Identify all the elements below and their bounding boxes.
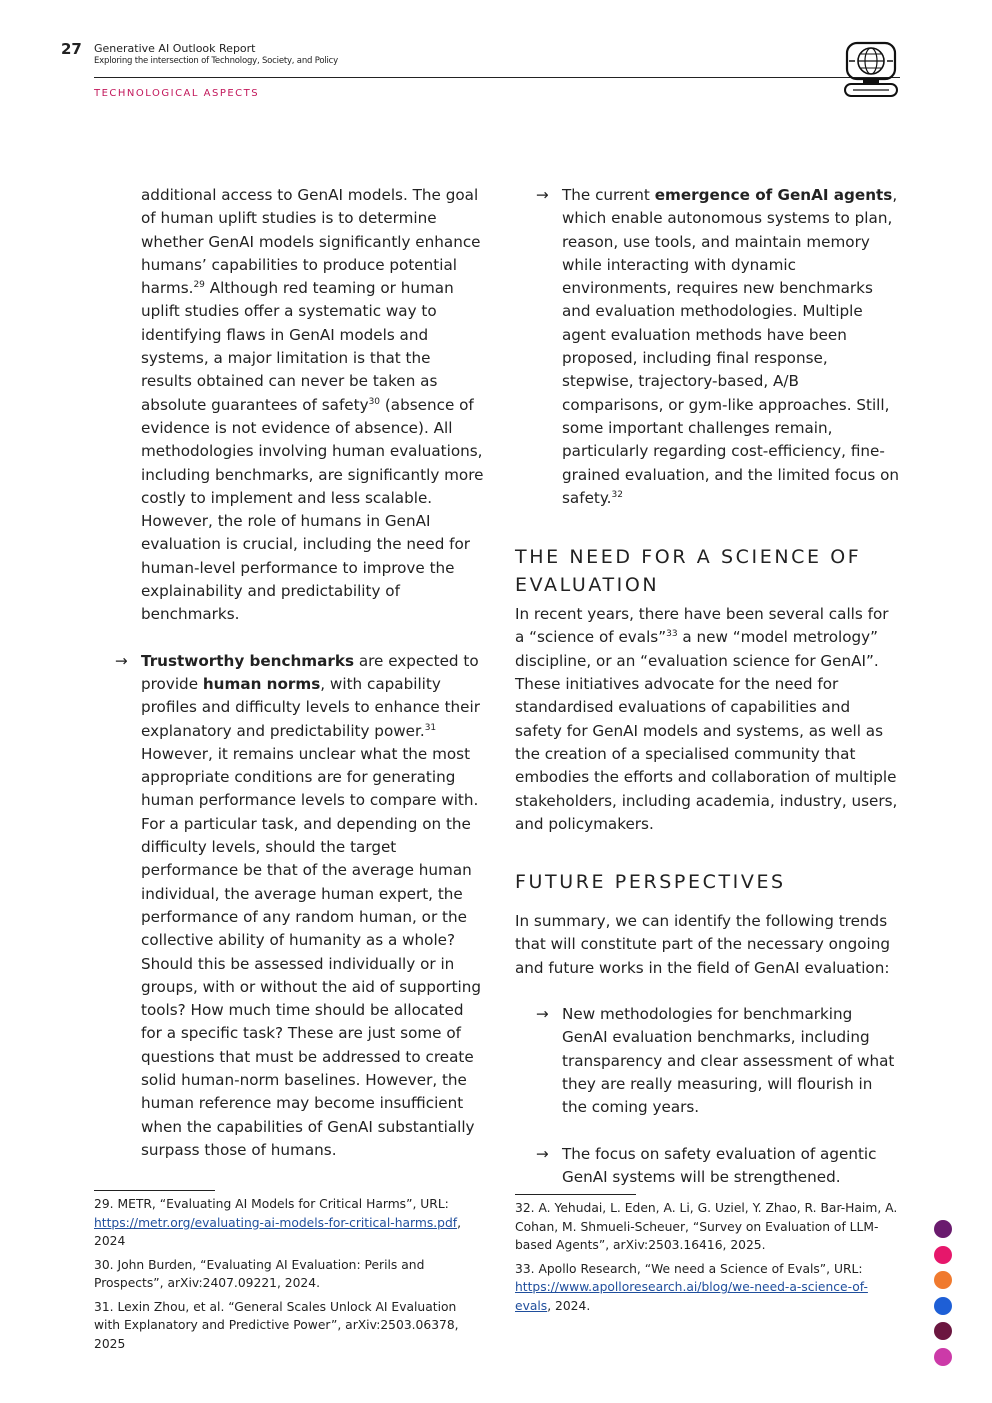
arrow-bullet-icon: →	[536, 186, 549, 204]
footnote-ref-30[interactable]: 30	[368, 396, 381, 407]
arrow-bullet-icon: →	[536, 1144, 549, 1163]
globe-monitor-icon	[843, 41, 899, 99]
decorative-dot	[934, 1271, 952, 1289]
heading-future-perspectives: FUTURE PERSPECTIVES	[515, 871, 786, 894]
footnote-link[interactable]: https://metr.org/evaluating-ai-models-for-critical-harms.pdf	[94, 1215, 458, 1230]
decorative-dot	[934, 1348, 952, 1366]
page-number: 27	[61, 40, 82, 58]
decorative-dots	[934, 1220, 954, 1373]
decorative-dot	[934, 1220, 952, 1238]
list-item-trustworthy-benchmarks: → Trustworthy benchmarks are expected to provide human norms, with capability profiles and difficulty levels to enhance their explanatory and predictability power.$^{31}$ However, it remains unclear what the most appropriate conditions are for generating human performance levels to compare with. For a particular task, and depending on the difficulty levels, should the target performance be that of the average human individual, the average human expert, the performance of any random human, or the collective ability of humanity as a whole? Should this be assessed individually or in groups, with or without the aid of supporting tools? How much time should be allocated for a specific task? These are just some of questions that must be addressed to create solid human-norm baselines. However, the human reference may become insufficient when the capabilities of GenAI substantially surpass those of humans.	[115, 651, 482, 1159]
footnotes-left	[94, 1195, 484, 1358]
report-title: Generative AI Outlook Report	[94, 42, 256, 55]
decorative-dot	[934, 1322, 952, 1340]
footnote-ref-32[interactable]: 32	[611, 489, 623, 500]
footnote-31: 31. Lexin Zhou, et al. “General Scales Unlock AI Evaluation with Explanatory and Predictive Power”, arXiv:2503.06378, 2025	[94, 1299, 459, 1351]
section-label: TECHNOLOGICAL ASPECTS	[94, 88, 260, 99]
footnote-ref-33[interactable]: 33	[666, 629, 678, 640]
heading-science-of-evaluation: THE NEED FOR A SCIENCE OF EVALUATION	[515, 546, 862, 597]
list-item-safety-evaluation: → The focus on safety evaluation of agentic GenAI systems will be strengthened.	[536, 1144, 877, 1186]
footnote-32: 32. A. Yehudai, L. Eden, A. Li, G. Uziel, Y. Zhao, R. Bar-Haim, A. Cohan, M. Shmueli-Scheuer, “Survey on Evaluation of LLM-based Agents”, arXiv:2503.16416, 2025.	[515, 1201, 898, 1252]
footnote-link[interactable]: https://www.apolloresearch.ai/blog/we-need-a-science-of-evals	[515, 1280, 868, 1313]
decorative-dot	[934, 1297, 952, 1315]
left-paragraph: additional access to GenAI models. The goal of human uplift studies is to determine whether GenAI models significantly enhance humans’ capabilities to produce potential harms.$^{29}$ Although red teaming or human uplift studies offer a systematic way to identifying flaws in GenAI models and systems, a major limitation is that the results obtained can never be taken as absolute guarantees of safety$^{30}$ (absence of evidence is not evidence of absence). All methodologies involving human evaluations, including benchmarks, are significantly more costly to implement and less scalable. However, the role of humans in GenAI evaluation is crucial, including the need for human-level performance to improve the explainability and predictability of benchmarks.	[141, 186, 484, 624]
right-column	[515, 184, 900, 1189]
footnote-rule-left	[94, 1190, 215, 1191]
report-subtitle: Exploring the intersection of Technology, Society, and Policy	[94, 56, 338, 66]
footnote-ref-29[interactable]: 29	[193, 280, 205, 291]
header-rule	[94, 77, 900, 78]
footnote-rule-right	[515, 1194, 636, 1195]
footnote-29: 29. METR, “Evaluating AI Models for Critical Harms”, URL: https://metr.org/evaluating-ai-models-for-critical-harms.pdf, 2024	[94, 1197, 462, 1248]
left-column	[94, 184, 484, 1162]
future-perspectives-paragraph: In summary, we can identify the following trends that will constitute part of the necessary ongoing and future works in the field of GenAI evaluation:	[515, 912, 891, 977]
footnote-30: 30. John Burden, “Evaluating AI Evaluation: Perils and Prospects”, arXiv:2407.09221, 2024.	[94, 1257, 425, 1290]
decorative-dot	[934, 1246, 952, 1264]
science-of-evaluation-paragraph: In recent years, there have been several calls for a “science of evals”$^{33}$ a new “model metrology” discipline, or an “evaluation science for GenAI”. These initiatives advocate for the need for standardised evaluations of capabilities and safety for GenAI models and systems, as well as the creation of a specialised community that embodies the efforts and collaboration of multiple stakeholders, including academia, industry, users, and policymakers.	[515, 605, 898, 833]
list-item-genai-agents: → The current emergence of GenAI agents, which enable autonomous systems to plan, reason, use tools, and maintain memory while interacting with dynamic environments, requires new benchmarks and evaluation methodologies. Multiple agent evaluation methods have been proposed, including final response, stepwise, trajectory-based, A/B comparisons, or gym-like approaches. Still, some important challenges remain, particularly regarding cost-efficiency, fine-grained evaluation, and the limited focus on safety.$^{32}$	[536, 186, 900, 507]
arrow-bullet-icon: →	[536, 1005, 549, 1024]
list-item-new-methodologies: → New methodologies for benchmarking GenAI evaluation benchmarks, including transparency and clear assessment of what they are really measuring, will flourish in the coming years.	[536, 1005, 895, 1117]
arrow-bullet-icon: →	[115, 651, 128, 670]
footnote-33: 33. Apollo Research, “We need a Science of Evals”, URL: https://www.apolloresearch.ai/blog/we-need-a-science-of-evals, 2024.	[515, 1261, 868, 1313]
footnote-ref-31[interactable]: 31	[424, 722, 437, 733]
footnotes-right	[515, 1199, 900, 1320]
